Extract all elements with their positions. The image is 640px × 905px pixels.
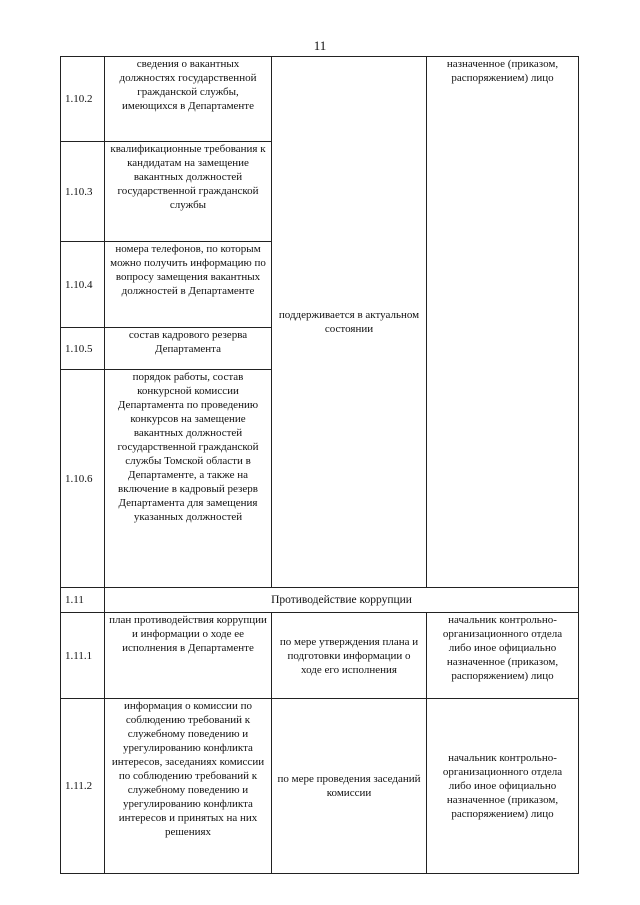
row-responsible-text: начальник контрольно-организационного отдела либо иное официально назначенное (приказом, распоряжением) лицо: [427, 699, 579, 874]
section-title: Противодействие коррупции: [105, 588, 579, 613]
row-number: 1.10.4: [61, 242, 105, 328]
section-number: 1.11: [61, 588, 105, 613]
row-responsible-text: назначенное (приказом, распоряжением) лицо: [427, 57, 579, 588]
table-row-1-11-1: [61, 613, 579, 699]
row-term-text: поддерживается в актуальном состоянии: [272, 57, 427, 588]
row-number: 1.10.2: [61, 57, 105, 142]
row-term-text: по мере проведения заседаний комиссии: [272, 699, 427, 874]
row-item-text: порядок работы, состав конкурсной комиссии Департамента по проведению конкурсов на замещение вакантных должностей государственной гражданской службы Томской области в Департаменте, а также на включение в кадровый резерв Департамента для замещения указанных должностей: [105, 370, 272, 588]
row-item-text: план противодействия коррупции и информации о ходе ее исполнения в Департаменте: [105, 613, 272, 699]
row-item-text: сведения о вакантных должностях государственной гражданской службы, имеющихся в Департаменте: [105, 57, 272, 142]
row-item-text: квалификационные требования к кандидатам на замещение вакантных должностей государственной гражданской службы: [105, 142, 272, 242]
section-row-1-11: [61, 588, 579, 613]
row-number: 1.11.1: [61, 613, 105, 699]
table-row-1-11-2: [61, 699, 579, 874]
row-responsible-text: начальник контрольно-организационного отдела либо иное официально назначенное (приказом, распоряжением) лицо: [427, 613, 579, 699]
page-number: 11: [313, 38, 327, 53]
row-number: 1.10.5: [61, 328, 105, 370]
row-term-text: по мере утверждения плана и подготовки информации о ходе его исполнения: [272, 613, 427, 699]
row-number: 1.10.3: [61, 142, 105, 242]
row-item-text: номера телефонов, по которым можно получить информацию по вопросу замещения вакантных должностей в Департаменте: [105, 242, 272, 328]
row-item-text: состав кадрового резерва Департамента: [105, 328, 272, 370]
row-number: 1.10.6: [61, 370, 105, 588]
row-item-text: информация о комиссии по соблюдению требований к служебному поведению и урегулированию конфликта интересов, заседаниях комиссии по соблюдению требований к служебному поведению и урегулированию конфликта интересов и принятых на них решениях: [105, 699, 272, 874]
table-row-1-10-2: [61, 57, 579, 142]
row-number: 1.11.2: [61, 699, 105, 874]
plan-table: [60, 56, 579, 874]
